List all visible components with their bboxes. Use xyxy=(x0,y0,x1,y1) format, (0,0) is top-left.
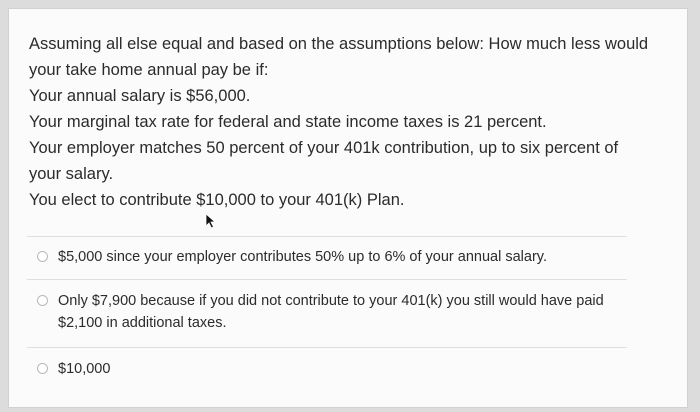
question-card xyxy=(8,8,688,408)
question-text xyxy=(29,31,649,213)
option-divider xyxy=(27,279,627,280)
answer-option-label: Only $7,900 because if you did not contribute to your 401(k) you still would have paid $2,100 in additional taxes. xyxy=(58,293,604,331)
answer-option-label: $5,000 since your employer contributes 50% up to 6% of your annual salary. xyxy=(58,249,547,265)
option-divider xyxy=(27,236,627,237)
answer-option-label: $10,000 xyxy=(58,361,111,377)
question-line-2: Your annual salary is $56,000. xyxy=(29,87,251,105)
radio-button[interactable] xyxy=(37,363,48,374)
question-line-4: Your employer matches 50 percent of your 401k contribution, up to six percent of your salary. xyxy=(29,139,619,183)
radio-button[interactable] xyxy=(37,251,48,262)
question-line-5: You elect to contribute $10,000 to your 401(k) Plan. xyxy=(29,191,405,209)
question-line-3: Your marginal tax rate for federal and state income taxes is 21 percent. xyxy=(29,113,547,131)
radio-button[interactable] xyxy=(37,295,48,306)
answer-option-2[interactable] xyxy=(37,290,627,334)
answer-option-1[interactable] xyxy=(37,246,627,268)
mouse-cursor-icon xyxy=(204,213,218,229)
answer-option-3[interactable] xyxy=(37,358,627,380)
option-divider xyxy=(27,347,627,348)
question-line-1: Assuming all else equal and based on the assumptions below: How much less would your take home annual pay be if: xyxy=(29,35,649,79)
